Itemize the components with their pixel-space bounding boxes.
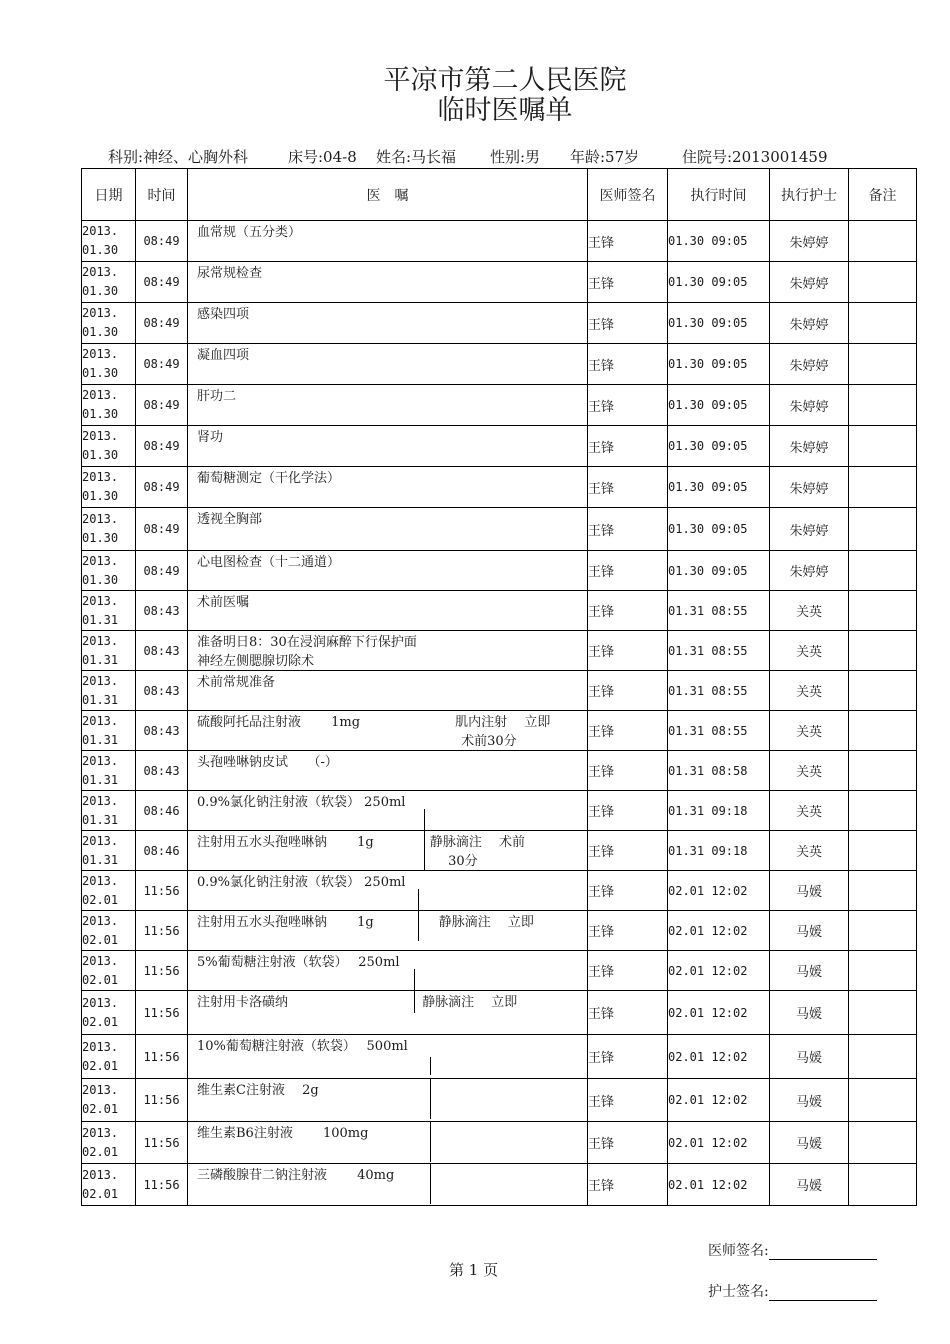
table-row xyxy=(82,911,917,951)
row-order-text: 5%葡萄糖注射液（软袋） 250ml xyxy=(197,955,400,970)
row-time: 08:43 xyxy=(136,751,188,791)
row-exec-time: 01.31 09:18 xyxy=(668,831,770,871)
row-doctor-signature: 王锋 xyxy=(588,871,668,911)
row-order-text: 准备明日8：30在浸润麻醉下行保护面 神经左侧腮腺切除术 xyxy=(197,635,417,669)
row-exec-time: 01.30 09:05 xyxy=(668,426,770,467)
row-note xyxy=(849,791,917,831)
row-date: 2013. 02.01 xyxy=(82,871,136,911)
row-order-text: 注射用五水头孢唑啉钠 1g 静脉滴注 术前 30分 xyxy=(197,835,525,869)
row-order-text: 三磷酸腺苷二钠注射液 40mg xyxy=(197,1168,395,1183)
row-order xyxy=(188,551,588,591)
row-date: 2013. 01.31 xyxy=(82,751,136,791)
table-row xyxy=(82,551,917,591)
row-order-text: 凝血四项 xyxy=(197,348,250,363)
table-row xyxy=(82,831,917,871)
row-doctor-signature: 王锋 xyxy=(588,911,668,951)
row-date: 2013. 01.30 xyxy=(82,262,136,303)
table-row xyxy=(82,1079,917,1122)
row-exec-time: 02.01 12:02 xyxy=(668,1035,770,1079)
row-note xyxy=(849,951,917,991)
row-doctor-signature: 王锋 xyxy=(588,711,668,751)
col-header-nurse: 执行护士 xyxy=(770,169,849,221)
row-exec-time: 01.31 08:58 xyxy=(668,751,770,791)
row-nurse: 关英 xyxy=(770,791,849,831)
patient-admission-no: 住院号:2013001459 xyxy=(682,148,828,166)
row-time: 11:56 xyxy=(136,1079,188,1122)
row-exec-time: 01.30 09:05 xyxy=(668,221,770,262)
row-order-text: 肝功二 xyxy=(197,389,237,404)
row-note xyxy=(849,221,917,262)
row-date: 2013. 01.31 xyxy=(82,671,136,711)
row-date: 2013. 01.31 xyxy=(82,711,136,751)
row-time: 08:49 xyxy=(136,508,188,551)
row-time: 11:56 xyxy=(136,1164,188,1206)
row-order-text: 10%葡萄糖注射液（软袋） 500ml xyxy=(197,1039,408,1054)
row-time: 11:56 xyxy=(136,991,188,1035)
row-date: 2013. 01.30 xyxy=(82,221,136,262)
row-nurse: 朱婷婷 xyxy=(770,426,849,467)
row-order-text: 肾功 xyxy=(197,430,224,445)
row-note xyxy=(849,1164,917,1206)
row-nurse: 朱婷婷 xyxy=(770,303,849,344)
row-order-text: 葡萄糖测定（干化学法） xyxy=(197,471,341,486)
row-note xyxy=(849,262,917,303)
row-note xyxy=(849,426,917,467)
row-order-text: 维生素B6注射液 100mg xyxy=(197,1126,369,1141)
row-order xyxy=(188,1035,588,1079)
row-doctor-signature: 王锋 xyxy=(588,385,668,426)
row-order-text: 透视全胸部 xyxy=(197,512,263,527)
row-nurse: 马媛 xyxy=(770,951,849,991)
row-nurse: 关英 xyxy=(770,831,849,871)
row-time: 08:43 xyxy=(136,591,188,631)
row-nurse: 马媛 xyxy=(770,1164,849,1206)
row-nurse: 朱婷婷 xyxy=(770,508,849,551)
row-time: 08:43 xyxy=(136,671,188,711)
row-note xyxy=(849,871,917,911)
row-doctor-signature: 王锋 xyxy=(588,1079,668,1122)
col-header-exec-time: 执行时间 xyxy=(668,169,770,221)
row-order xyxy=(188,631,588,671)
row-date: 2013. 01.31 xyxy=(82,831,136,871)
row-time: 08:49 xyxy=(136,344,188,385)
row-exec-time: 02.01 12:02 xyxy=(668,951,770,991)
row-order xyxy=(188,508,588,551)
row-doctor-signature: 王锋 xyxy=(588,591,668,631)
row-nurse: 马媛 xyxy=(770,991,849,1035)
table-row xyxy=(82,791,917,831)
table-row xyxy=(82,385,917,426)
row-note xyxy=(849,991,917,1035)
row-note xyxy=(849,1079,917,1122)
row-doctor-signature: 王锋 xyxy=(588,344,668,385)
col-header-time: 时间 xyxy=(136,169,188,221)
row-doctor-signature: 王锋 xyxy=(588,751,668,791)
row-nurse: 关英 xyxy=(770,671,849,711)
row-exec-time: 01.30 09:05 xyxy=(668,385,770,426)
row-date: 2013. 01.30 xyxy=(82,385,136,426)
row-order-text: 0.9%氯化钠注射液（软袋） 250ml xyxy=(197,795,406,810)
order-divider-line xyxy=(424,831,425,871)
row-nurse: 朱婷婷 xyxy=(770,551,849,591)
row-note xyxy=(849,508,917,551)
patient-bed: 床号:04-8 xyxy=(288,148,357,166)
table-row xyxy=(82,426,917,467)
row-order-text: 硫酸阿托品注射液 1mg 肌内注射 立即 术前30分 xyxy=(197,715,551,749)
row-exec-time: 01.31 09:18 xyxy=(668,791,770,831)
nurse-signature-line xyxy=(769,1286,877,1301)
table-row xyxy=(82,951,917,991)
row-exec-time: 02.01 12:02 xyxy=(668,1164,770,1206)
row-order-text: 0.9%氯化钠注射液（软袋） 250ml xyxy=(197,875,406,890)
row-time: 08:43 xyxy=(136,631,188,671)
row-note xyxy=(849,831,917,871)
doctor-signature-line xyxy=(769,1245,877,1260)
row-time: 08:43 xyxy=(136,711,188,751)
row-doctor-signature: 王锋 xyxy=(588,551,668,591)
row-order-text: 术前医嘱 xyxy=(197,595,250,610)
row-note xyxy=(849,551,917,591)
col-header-date: 日期 xyxy=(82,169,136,221)
row-order xyxy=(188,344,588,385)
row-nurse: 朱婷婷 xyxy=(770,467,849,508)
row-time: 11:56 xyxy=(136,911,188,951)
table-row xyxy=(82,344,917,385)
table-row xyxy=(82,303,917,344)
row-exec-time: 01.31 08:55 xyxy=(668,631,770,671)
row-doctor-signature: 王锋 xyxy=(588,671,668,711)
row-order xyxy=(188,911,588,951)
row-exec-time: 01.30 09:05 xyxy=(668,303,770,344)
row-nurse: 马媛 xyxy=(770,911,849,951)
row-note xyxy=(849,385,917,426)
row-time: 08:49 xyxy=(136,221,188,262)
table-row xyxy=(82,508,917,551)
row-order xyxy=(188,711,588,751)
document-title: 临时医嘱单 xyxy=(437,95,573,126)
order-divider-line xyxy=(430,1079,431,1119)
table-row xyxy=(82,711,917,751)
row-date: 2013. 02.01 xyxy=(82,991,136,1035)
row-exec-time: 02.01 12:02 xyxy=(668,1079,770,1122)
row-order xyxy=(188,591,588,631)
row-time: 08:46 xyxy=(136,831,188,871)
row-exec-time: 01.31 08:55 xyxy=(668,671,770,711)
row-nurse: 关英 xyxy=(770,711,849,751)
row-nurse: 马媛 xyxy=(770,1079,849,1122)
row-date: 2013. 01.31 xyxy=(82,791,136,831)
row-date: 2013. 01.30 xyxy=(82,303,136,344)
col-header-doctor: 医师签名 xyxy=(588,169,668,221)
row-exec-time: 02.01 12:02 xyxy=(668,991,770,1035)
patient-department: 科别:神经、心胸外科 xyxy=(108,148,249,166)
row-order xyxy=(188,1122,588,1164)
row-order xyxy=(188,1079,588,1122)
row-doctor-signature: 王锋 xyxy=(588,831,668,871)
row-doctor-signature: 王锋 xyxy=(588,991,668,1035)
row-order-text: 维生素C注射液 2g xyxy=(197,1083,319,1098)
row-date: 2013. 02.01 xyxy=(82,1164,136,1206)
order-divider-line xyxy=(414,969,415,991)
row-nurse: 关英 xyxy=(770,631,849,671)
row-time: 08:49 xyxy=(136,467,188,508)
order-divider-line xyxy=(418,911,419,941)
row-time: 11:56 xyxy=(136,871,188,911)
row-order xyxy=(188,221,588,262)
doctor-signature xyxy=(708,1240,877,1260)
row-time: 11:56 xyxy=(136,1122,188,1164)
table-row xyxy=(82,631,917,671)
row-date: 2013. 02.01 xyxy=(82,911,136,951)
row-nurse: 马媛 xyxy=(770,1035,849,1079)
row-doctor-signature: 王锋 xyxy=(588,1122,668,1164)
row-doctor-signature: 王锋 xyxy=(588,508,668,551)
row-date: 2013. 02.01 xyxy=(82,1035,136,1079)
row-date: 2013. 01.31 xyxy=(82,631,136,671)
row-doctor-signature: 王锋 xyxy=(588,221,668,262)
hospital-name: 平凉市第二人民医院 xyxy=(383,65,627,96)
orders-table xyxy=(81,168,917,1206)
row-order xyxy=(188,385,588,426)
order-divider-line xyxy=(430,1122,431,1162)
col-header-order: 医 嘱 xyxy=(188,169,588,221)
doctor-signature-label: 医师签名: xyxy=(708,1243,769,1259)
row-nurse: 朱婷婷 xyxy=(770,385,849,426)
row-order xyxy=(188,751,588,791)
row-doctor-signature: 王锋 xyxy=(588,1164,668,1206)
row-nurse: 马媛 xyxy=(770,1122,849,1164)
row-date: 2013. 01.31 xyxy=(82,591,136,631)
row-exec-time: 02.01 12:02 xyxy=(668,871,770,911)
row-order xyxy=(188,303,588,344)
row-exec-time: 01.30 09:05 xyxy=(668,467,770,508)
order-divider-line xyxy=(414,991,415,1013)
row-date: 2013. 01.30 xyxy=(82,551,136,591)
table-row xyxy=(82,1122,917,1164)
row-exec-time: 01.30 09:05 xyxy=(668,262,770,303)
row-time: 08:46 xyxy=(136,791,188,831)
col-header-note: 备注 xyxy=(849,169,917,221)
patient-age: 年龄:57岁 xyxy=(570,148,640,166)
row-doctor-signature: 王锋 xyxy=(588,951,668,991)
row-date: 2013. 01.30 xyxy=(82,508,136,551)
patient-name: 姓名:马长福 xyxy=(376,148,457,166)
table-row xyxy=(82,221,917,262)
row-note xyxy=(849,591,917,631)
row-nurse: 关英 xyxy=(770,751,849,791)
table-row xyxy=(82,467,917,508)
row-nurse: 关英 xyxy=(770,591,849,631)
row-order xyxy=(188,467,588,508)
row-order-text: 尿常规检查 xyxy=(197,266,263,281)
row-nurse: 马媛 xyxy=(770,871,849,911)
row-exec-time: 01.30 09:05 xyxy=(668,551,770,591)
row-order-text: 注射用卡洛磺纳 静脉滴注 立即 xyxy=(197,995,518,1010)
table-row xyxy=(82,262,917,303)
row-order-text: 头孢唑啉钠皮试 （-） xyxy=(197,755,338,770)
row-order xyxy=(188,871,588,911)
table-row xyxy=(82,991,917,1035)
row-doctor-signature: 王锋 xyxy=(588,426,668,467)
row-exec-time: 01.31 08:55 xyxy=(668,711,770,751)
row-time: 08:49 xyxy=(136,551,188,591)
row-order xyxy=(188,262,588,303)
table-row xyxy=(82,591,917,631)
row-exec-time: 01.31 08:55 xyxy=(668,591,770,631)
row-nurse: 朱婷婷 xyxy=(770,221,849,262)
page-number: 第 1 页 xyxy=(449,1261,499,1279)
row-time: 11:56 xyxy=(136,1035,188,1079)
table-row xyxy=(82,871,917,911)
row-order-text: 心电图检查（十二通道） xyxy=(197,555,341,570)
nurse-signature-label: 护士签名: xyxy=(708,1284,769,1300)
row-order xyxy=(188,791,588,831)
row-doctor-signature: 王锋 xyxy=(588,1035,668,1079)
row-order-text: 注射用五水头孢唑啉钠 1g 静脉滴注 立即 xyxy=(197,915,534,930)
row-nurse: 朱婷婷 xyxy=(770,262,849,303)
row-exec-time: 01.30 09:05 xyxy=(668,344,770,385)
row-time: 08:49 xyxy=(136,385,188,426)
row-order-text: 术前常规准备 xyxy=(197,675,276,690)
table-row xyxy=(82,1164,917,1206)
row-order xyxy=(188,991,588,1035)
row-note xyxy=(849,711,917,751)
row-note xyxy=(849,751,917,791)
row-order xyxy=(188,831,588,871)
row-nurse: 朱婷婷 xyxy=(770,344,849,385)
row-order xyxy=(188,426,588,467)
row-date: 2013. 01.30 xyxy=(82,426,136,467)
row-date: 2013. 01.30 xyxy=(82,344,136,385)
row-time: 11:56 xyxy=(136,951,188,991)
row-date: 2013. 02.01 xyxy=(82,1122,136,1164)
row-date: 2013. 02.01 xyxy=(82,1079,136,1122)
table-row xyxy=(82,751,917,791)
row-note xyxy=(849,911,917,951)
row-note xyxy=(849,1035,917,1079)
row-order xyxy=(188,951,588,991)
order-divider-line xyxy=(418,889,419,911)
row-date: 2013. 02.01 xyxy=(82,951,136,991)
row-order-text: 感染四项 xyxy=(197,307,250,322)
row-order xyxy=(188,1164,588,1206)
row-exec-time: 01.30 09:05 xyxy=(668,508,770,551)
row-note xyxy=(849,344,917,385)
row-time: 08:49 xyxy=(136,303,188,344)
order-divider-line xyxy=(430,1057,431,1075)
row-order-text: 血常规（五分类） xyxy=(197,225,302,240)
table-row xyxy=(82,1035,917,1079)
row-doctor-signature: 王锋 xyxy=(588,262,668,303)
row-exec-time: 02.01 12:02 xyxy=(668,1122,770,1164)
nurse-signature xyxy=(708,1281,877,1301)
row-note xyxy=(849,671,917,711)
row-note xyxy=(849,467,917,508)
row-doctor-signature: 王锋 xyxy=(588,791,668,831)
row-doctor-signature: 王锋 xyxy=(588,631,668,671)
row-date: 2013. 01.30 xyxy=(82,467,136,508)
row-note xyxy=(849,631,917,671)
row-note xyxy=(849,1122,917,1164)
patient-info xyxy=(0,146,950,166)
row-note xyxy=(849,303,917,344)
row-exec-time: 02.01 12:02 xyxy=(668,911,770,951)
table-header xyxy=(82,169,917,221)
row-time: 08:49 xyxy=(136,262,188,303)
row-doctor-signature: 王锋 xyxy=(588,467,668,508)
table-row xyxy=(82,671,917,711)
patient-gender: 性别:男 xyxy=(490,148,541,166)
row-order xyxy=(188,671,588,711)
row-time: 08:49 xyxy=(136,426,188,467)
order-divider-line xyxy=(430,1164,431,1204)
row-doctor-signature: 王锋 xyxy=(588,303,668,344)
